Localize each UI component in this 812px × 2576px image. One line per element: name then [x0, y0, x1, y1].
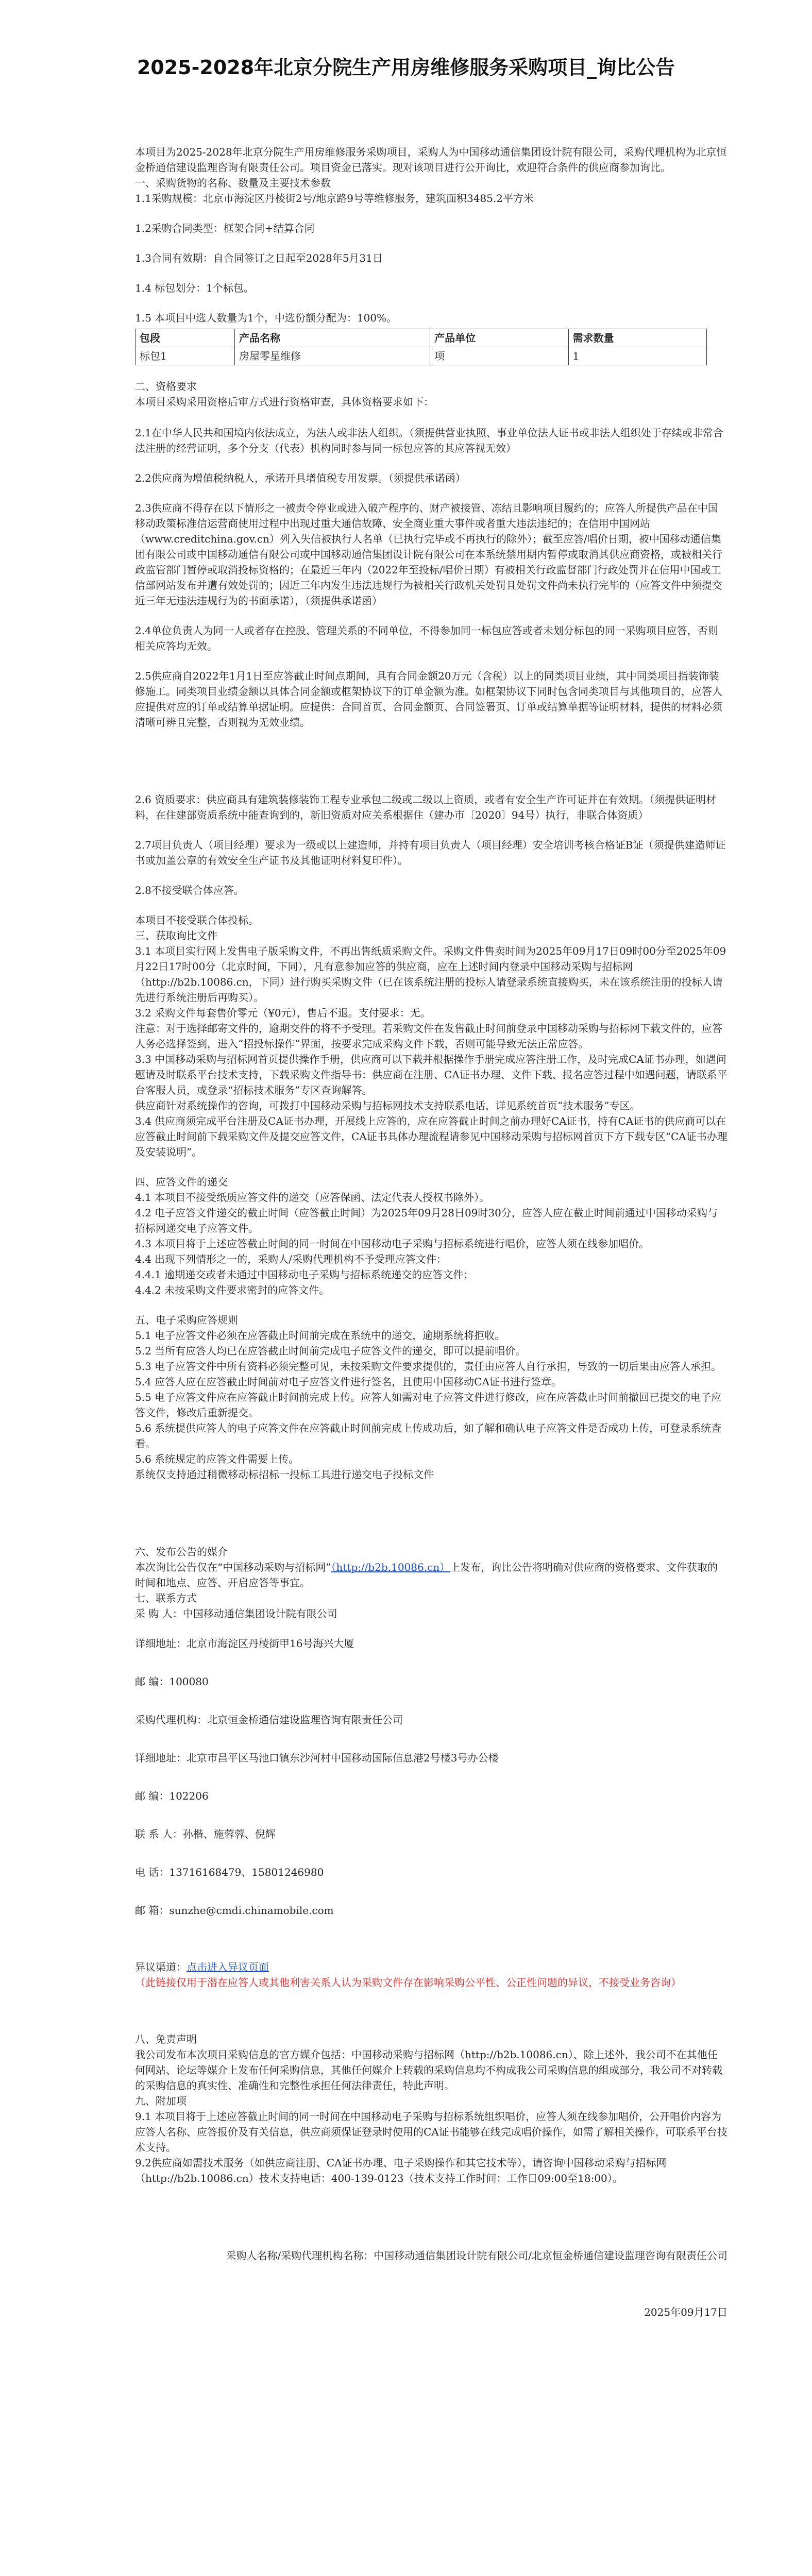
- section-2-5: 2.5供应商自2022年1月1日至应答截止时间点期间，具有合同金额20万元（含税）以上的同类项目业绩，其中同类项目指装饰装修施工。同类项目业绩金额以具体合同金额或框架协议下的订单金额为准。如框架协议下同时包含同类项目与其他项目的，应答人应提供对应的订单或结算单据证明。应提供：合同首页、合同金额页、合同签署页、订单或结算单据等证明材料，提供的材料必须清晰可辨且完整，否则视为无效业绩。: [135, 670, 722, 728]
- objection-link[interactable]: 点击进入异议页面: [187, 1961, 269, 1973]
- page-title: 2025-2028年北京分院生产用房维修服务采购项目_询比公告: [137, 56, 675, 79]
- item-1-5: 1.5 本项目中选人数量为1个，中选份额分配为：100%。: [135, 312, 397, 324]
- agency-address: 详细地址：北京市昌平区马池口镇东沙河村中国移动国际信息港2号楼3号办公楼: [135, 1752, 499, 1764]
- section-8-disclaimer: 八、免责声明 我公司发布本次项目采购信息的官方媒介包括：中国移动采购与招标网（http://b2b.10086.cn）、除上述外，我公司不在其他任何网站、论坛等媒介上发布任何采购信息，其他任何媒介上转载的采购信息均不构成我公司采购信息的组成部分，我公司不对转载的采购信息的真实性、准确性和完整性承担任何法律责任，特此声明。 九、附加项 9.1 本项目将于上述应答截止时间的同一时间在中国移动电子采购与招标系统组织唱价，应答人须在线参加唱价，公开唱价内容为应答人名称、应答报价及有关信息，供应商须保证登录时使用的CA证书能够在线完成唱价操作，如需了解相关操作，可联系平台技术支持。 9.2供应商如需技术服务（如供应商注册、CA证书办理、电子采购操作和其它技术等），请咨询中国移动采购与招标网（http://b2b.10086.cn）技术支持电话：400-139-0123（技术支持工作时间：工作日09:00至18:00）。: [135, 2033, 728, 2184]
- lots-header-cell: 产品单位: [430, 329, 568, 347]
- section-5-electronic-rules: 五、电子采购应答规则 5.1 电子应答文件必须在应答截止时间前完成在系统中的递交，逾期系统将拒收。 5.2 当所有应答人均已在应答截止时间前完成电子应答文件的递交，即可以提前唱价。 5.3 电子应答文件中所有资料必须完整可见，未按采购文件要求提供的，责任由应答人自行承担，导致的一切后果由应答人承担。 5.4 应答人应在应答截止时间前对电子应答文件进行签名，且使用中国移动CA证书进行签章。 5.5 电子应答文件应在应答截止时间前完成上传。应答人如需对电子应答文件进行修改，应在应答截止时间前撤回已提交的电子应答文件，修改后重新提交。 5.6 系统提供应答人的电子应答文件在应答截止时间前完成上传成功后，如了解和确认电子应答文件是否成功上传，可登录系统查看。 5.6 系统规定的应答文件需要上传。: [135, 1314, 722, 1465]
- contact-email: 邮 箱：sunzhe@cmdi.chinamobile.com: [135, 1904, 334, 1917]
- section-2-qualifications: 二、资格要求 本项目采购采用资格后审方式进行资格审查，具体资格要求如下： 2.1在中华人民共和国境内依法成立，为法人或非法人组织。（须提供营业执照、事业单位法人证书或非法人组织处于存续或非常合法注册的经营证明，多个分支（代表）机构同时参与同一标包应答的其应答视无效）: [135, 380, 723, 454]
- purchaser-address: 详细地址：北京市海淀区丹棱街甲16号海兴大厦: [135, 1637, 354, 1650]
- contact-people: 联 系 人：孙楷、施蓉蓉、倪辉: [135, 1828, 276, 1840]
- objection-channel: [135, 1959, 728, 1975]
- section-1-intro: 本项目为2025-2028年北京分院生产用房维修服务采购项目，采购人为中国移动通信集团设计院有限公司，采购代理机构为北京恒金桥通信建设监理咨询有限责任公司。项目资金已落实。现对该项目进行公开询比，欢迎符合条件的供应商参加询比。 一、采购货物的名称、数量及主要技术参数 1.1采购规模：北京市海淀区丹棱街2号/地京路9号等维修服务，建筑面积3485.2平方米: [135, 146, 727, 205]
- contact-phone: 电 话：13716168479、15801246980: [135, 1866, 324, 1878]
- agency-postcode: 邮 编：102206: [135, 1790, 209, 1802]
- lots-cell: 1: [568, 347, 706, 365]
- section-2-4: 2.4单位负责人为同一人或者存在控股、管理关系的不同单位，不得参加同一标包应答或者未划分标包的同一采购项目应答，否则相关应答均无效。: [135, 624, 718, 652]
- section-2-3: 2.3供应商不得存在以下情形之一被责令停业或进入破产程序的、财产被接管、冻结且影响项目履约的；应答人所提供产品在中国移动政策标准信运营商使用过程中出现过重大通信故障、安全商业重大事件或者重大违法违纪的；在信用中国网站（www.creditchina.gov.cn）列入失信被执行人名单（已执行完毕或不再执行的除外）；截至应答/唱价日期，被中国移动通信集团有限公司或中国移动通信有限公司或中国移动通信集团设计院有限公司在本系统禁用期内暂停或取消其供应商资格，或被相关行政监管部门暂停或取消投标资格的；在最近三年内（2022年至投标/唱价日期）有被相关行政监督部门行政处罚并在信用中国或工信部网站发布并遭有效处罚的；因近三年内发生违法违规行为被相关行政机关处罚且处罚文件尚未执行完毕的（应答文件中须提交近三年无违法违规行为的书面承诺），（须提供承诺函）: [135, 502, 722, 607]
- announcement-body: [135, 144, 728, 2320]
- lots-header-cell: 产品名称: [234, 329, 430, 347]
- b2b-site-link[interactable]: （http://b2b.10086.cn）: [331, 1561, 450, 1573]
- section-7-heading: 七、联系方式: [135, 1592, 197, 1604]
- section-2-2: 2.2供应商为增值税纳税人，承诺开具增值税专用发票。（须提供承诺函）: [135, 472, 466, 484]
- section-6-heading: 六、发布公告的媒介: [135, 1546, 228, 1558]
- table-row: [136, 347, 707, 365]
- purchaser-postcode: 邮 编：100080: [135, 1675, 209, 1688]
- section-5-note: 系统仅支持通过稍微移动标招标一投标工具进行递交电子投标文件: [135, 1468, 434, 1481]
- lots-cell: 项: [430, 347, 568, 365]
- issue-date: 2025年09月17日: [644, 2306, 728, 2318]
- section-2-6: 2.6 资质要求：供应商具有建筑装修装饰工程专业承包二级或二级以上资质，或者有安全生产许可证并在有效期。（须提供证明材料，在住建部资质系统中能查询到的，新旧资质对应关系根据住（建办市〔2020〕94号）执行，非联合体资质）: [135, 793, 717, 821]
- item-1-4: 1.4 标包划分：1个标包。: [135, 282, 254, 294]
- item-1-3: 1.3合同有效期：自合同签订之日起至2028年5月31日: [135, 252, 383, 264]
- section-6-text-pre: 本次询比公告仅在“中国移动采购与招标网”: [135, 1561, 331, 1573]
- section-3-obtain-docs: 本项目不接受联合体投标。 三、获取询比文件 3.1 本项目实行网上发售电子版采购文件，不再出售纸质采购文件。采购文件售卖时间为2025年09月17日09时00分至2025年09月22日17时00分（北京时间，下同），凡有意参加应答的供应商，应在上述时间内登录中国移动采购与招标网（http://b2b.10086.cn，下同）进行购买采购文件（已在该系统注册的投标人请登录系统直接购买，未在该系统注册的投标人请先进行系统注册后再购买）。 3.2 采购文件每套售价零元（¥0元），售后不退。支付要求：无。 注意：对于选择邮寄文件的，逾期交件的将不予受理。若采购文件在发售截止时间前登录中国移动采购与招标网下载文件的，应答人务必选择签到，进入“招投标操作”界面，按要求完成采购文件下载，否则可能导致无法正常应答。 3.3 中国移动采购与招标网首页提供操作手册，供应商可以下载并根据操作手册完成应答注册工作，及时完成CA证书办理，如遇问题请及时联系平台技术支持，下载采购文件指导书：供应商在注册、CA证书办理、文件下载、报名应答过程中如遇问题，请联系平台客服人员，或登录“招标技术服务”专区查询解答。 供应商针对系统操作的咨询，可拨打中国移动采购与招标网技术支持联系电话，详见系统首页“技术服务”专区。 3.4 供应商须完成平台注册及CA证书办理，开展线上应答的，应在应答截止时间之前办理好CA证书，持有CA证书的供应商可以在应答截止时间前下载采购文件及提交应答文件，CA证书具体办理流程请参见中国移动采购与招标网首页下方下载专区“CA证书办理及安装说明”。: [135, 914, 728, 1158]
- lots-table: [135, 329, 707, 365]
- objection-label: 异议渠道：: [135, 1961, 187, 1973]
- section-6-media: [135, 1560, 728, 1590]
- objection-note: （此链接仅用于潜在应答人或其他利害关系人认为采购文件存在影响采购公平性、公正性问题的异议，不接受业务咨询）: [135, 1976, 681, 1989]
- section-2-8: 2.8不接受联合体应答。: [135, 884, 244, 896]
- signer-line: 采购人名称/采购代理机构名称：中国移动通信集团设计院有限公司/北京恒金桥通信建设监理咨询有限责任公司: [226, 2249, 728, 2262]
- lots-header-cell: 包段: [136, 329, 235, 347]
- section-2-7: 2.7项目负责人（项目经理）要求为一级或以上建造师，并持有项目负责人（项目经理）安全培训考核合格证B证（须提供建造师证书或加盖公章的有效安全生产证书及其他证明材料复印件）。: [135, 839, 726, 867]
- purchaser-name: 采 购 人：中国移动通信集团设计院有限公司: [135, 1607, 337, 1620]
- item-1-2: 1.2采购合同类型：框架合同+结算合同: [135, 222, 315, 234]
- lots-table-header: [136, 329, 707, 347]
- section-4-submission: 四、应答文件的递交 4.1 本项目不接受纸质应答文件的递交（应答保函、法定代表人授权书除外）。 4.2 电子应答文件递交的截止时间（应答截止时间）为2025年09月28日09时30分，应答人应在截止时间前通过中国移动采购与招标网递交电子应答文件。 4.3 本项目将于上述应答截止时间的同一时间在中国移动电子采购与招标系统进行唱价，应答人须在线参加唱价。 4.4 出现下列情形之一的，采购人/采购代理机构不予受理应答文件： 4.4.1 逾期递交或者未通过中国移动电子采购与招标系统递交的应答文件； 4.4.2 未按采购文件要求密封的应答文件。: [135, 1176, 718, 1296]
- lots-cell: 房屋零星维修: [234, 347, 430, 365]
- section-6-text-post: 上发布，询比公告将明确对供应商的资格要求、文件获取的时间和地点、应答、开启应答等事宜。: [135, 1561, 718, 1589]
- lots-cell: 标包1: [136, 347, 235, 365]
- lots-header-cell: 需求数量: [568, 329, 706, 347]
- agency-name: 采购代理机构：北京恒金桥通信建设监理咨询有限责任公司: [135, 1714, 403, 1726]
